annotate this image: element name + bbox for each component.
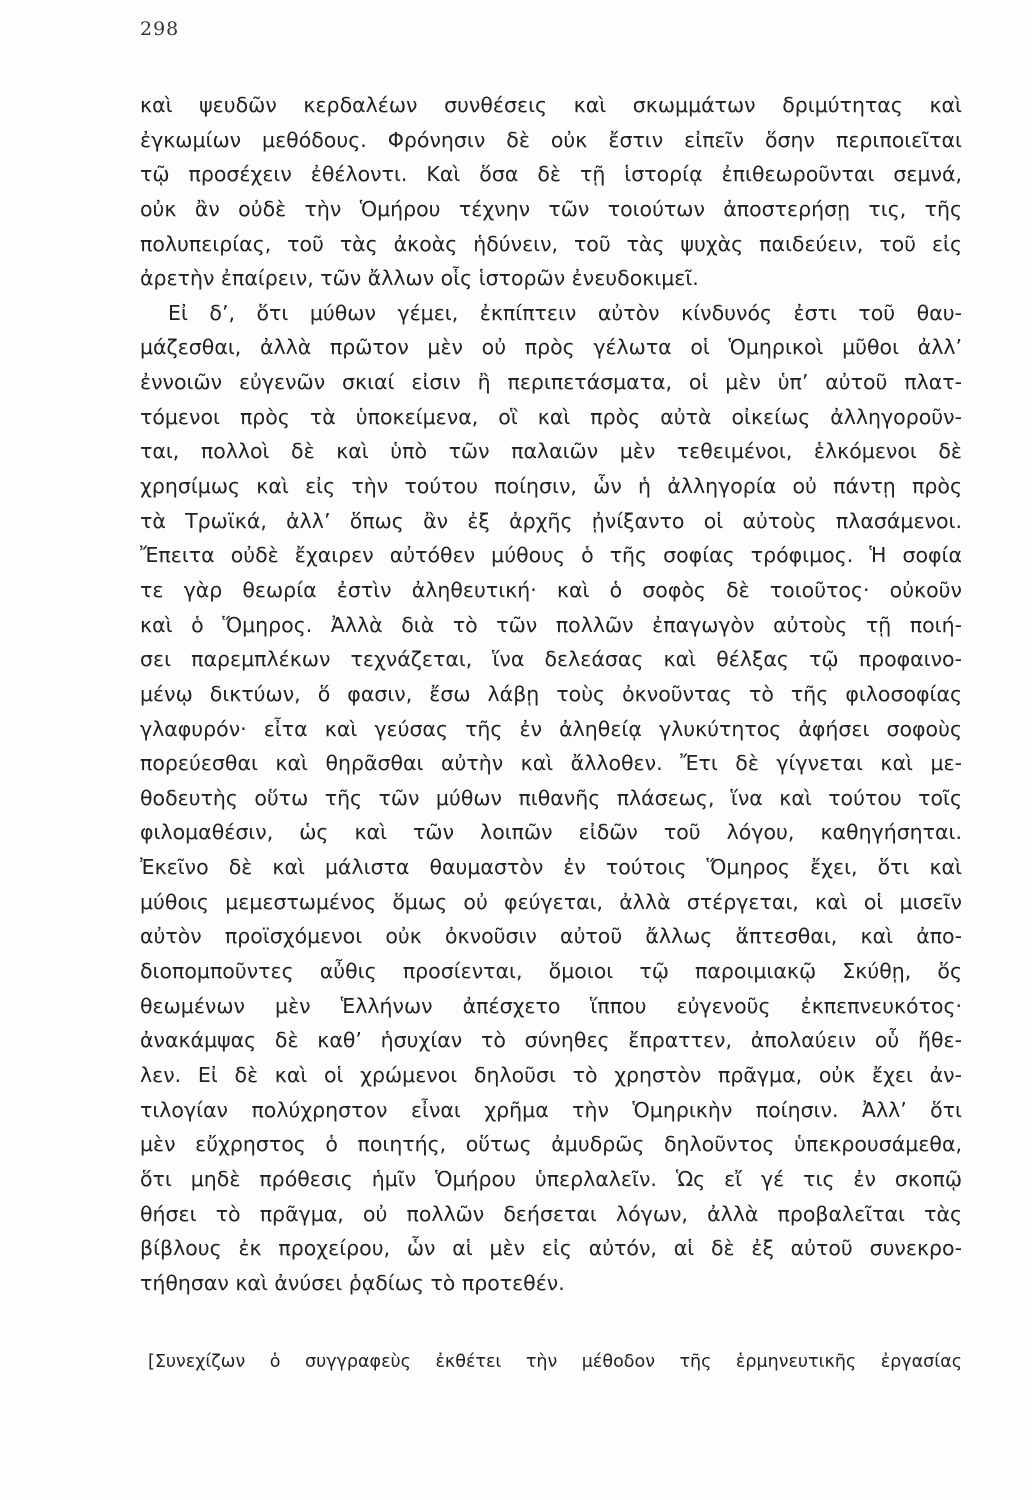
text-line-22: φιλομαθέσιν, ὡς καὶ τῶν λοιπῶν εἰδῶν τοῦ λόγου, καθηγήσηται. [140,820,962,845]
text-line-26: διοπομποῦντες αὖθις προσίενται, ὅμοιοι τῷ παροιμιακῷ Σκύθῃ, ὅς [140,959,962,984]
text-line-21: θοδευτὴς οὕτω τῆς τῶν μύθων πιθανῆς πλάσεως, ἵνα καὶ τούτου τοῖς [140,785,962,810]
text-line-27: θεωμένων μὲν Ἑλλήνων ἀπέσχετο ἵππου εὐγενοῦς ἐκπεπνευκότος· [140,993,962,1018]
text-line-25: αὐτὸν προϊσχόμενοι οὐκ ὀκνοῦσιν αὐτοῦ ἄλλως ἅπτεσθαι, καὶ ἀπο- [140,924,962,949]
page-number: 298 [140,18,180,40]
text-line-1: καὶ ψευδῶν κερδαλέων συνθέσεις καὶ σκωμμάτων δριμύτητας καὶ [140,93,962,117]
text-line-28: ἀνακάμψας δὲ καθ’ ἡσυχίαν τὸ σύνηθες ἔπραττεν, ἀπολαύειν οὗ ἤθε- [140,1028,962,1053]
text-line-6: ἀρετὴν ἐπαίρειν, τῶν ἄλλων οἷς ἱστορῶν ἐνευδοκιμεῖ. [140,266,699,291]
text-line-17: σει παρεμπλέκων τεχνάζεται, ἵνα δελεάσας καὶ θέλξας τῷ προφαινο- [140,647,962,672]
text-line-35: τήθησαν καὶ ἀνύσει ῥᾳδίως τὸ προτεθέν. [140,1270,565,1295]
text-line-30: τιλογίαν πολύχρηστον εἶναι χρῆμα τὴν Ὁμηρικὴν ποίησιν. Ἀλλ’ ὅτι [140,1097,962,1122]
text-line-7: Εἰ δ’, ὅτι μύθων γέμει, ἐκπίπτειν αὐτὸν κίνδυνός ἐστι τοῦ θαυ- [168,300,962,325]
text-line-31: μὲν εὔχρηστος ὁ ποιητής, οὕτως ἀμυδρῶς δηλοῦντος ὑπεκρουσάμεθα, [140,1132,962,1157]
text-line-5: πολυπειρίας, τοῦ τὰς ἀκοὰς ἡδύνειν, τοῦ τὰς ψυχὰς παιδεύειν, τοῦ εἰς [140,231,962,256]
text-line-24: μύθοις μεμεστωμένος ὅμως οὐ φεύγεται, ἀλλὰ στέργεται, καὶ οἱ μισεῖν [140,889,962,914]
text-line-9: ἐννοιῶν εὐγενῶν σκιαί εἰσιν ἢ περιπετάσματα, οἱ μὲν ὑπ’ αὐτοῦ πλατ- [140,370,962,395]
text-line-19: γλαφυρόν· εἶτα καὶ γεύσας τῆς ἐν ἀληθείᾳ γλυκύτητος ἀφήσει σοφοὺς [140,716,962,741]
text-line-32: ὅτι μηδὲ πρόθεσις ἡμῖν Ὁμήρου ὑπερλαλεῖν. Ὡς εἴ γέ τις ἐν σκοπῷ [140,1166,962,1191]
text-line-23: Ἐκεῖνο δὲ καὶ μάλιστα θαυμαστὸν ἐν τούτοις Ὅμηρος ἔχει, ὅτι καὶ [140,855,962,880]
text-line-2: ἐγκωμίων μεθόδους. Φρόνησιν δὲ οὐκ ἔστιν εἰπεῖν ὅσην περιποιεῖται [140,127,962,152]
text-line-4: οὐκ ἂν οὐδὲ τὴν Ὁμήρου τέχνην τῶν τοιούτων ἀποστερήσῃ τις, τῆς [140,196,962,221]
text-line-16: καὶ ὁ Ὅμηρος. Ἀλλὰ διὰ τὸ τῶν πολλῶν ἐπαγωγὸν αὐτοὺς τῇ ποιή- [140,612,962,637]
text-line-18: μένῳ δικτύων, ὅ φασιν, ἔσω λάβῃ τοὺς ὀκνοῦντας τὸ τῆς φιλοσοφίας [140,681,962,706]
text-line-15: τε γὰρ θεωρία ἐστὶν ἀληθευτική· καὶ ὁ σοφὸς δὲ τοιοῦτος· οὐκοῦν [140,577,962,602]
text-line-8: μάζεσθαι, ἀλλὰ πρῶτον μὲν οὐ πρὸς γέλωτα οἱ Ὁμηρικοὶ μῦθοι ἀλλ’ [140,335,962,360]
text-line-20: πορεύεσθαι καὶ θηρᾶσθαι αὐτὴν καὶ ἄλλοθεν. Ἔτι δὲ γίγνεται καὶ με- [140,751,962,776]
text-line-12: χρησίμως καὶ εἰς τὴν τούτου ποίησιν, ὧν ἡ ἀλληγορία οὐ πάντῃ πρὸς [140,474,962,499]
main-text-block [140,88,962,1300]
text-line-34: βίβλους ἐκ προχείρου, ὧν αἱ μὲν εἰς αὐτόν, αἱ δὲ ἐξ αὐτοῦ συνεκρο- [140,1236,962,1261]
text-line-13: τὰ Τρωϊκά, ἀλλ’ ὅπως ἂν ἐξ ἀρχῆς ᾐνίξαντο οἱ αὐτοὺς πλασάμενοι. [140,508,962,533]
text-line-10: τόμενοι πρὸς τὰ ὑποκείμενα, οἳ καὶ πρὸς αὐτὰ οἰκείως ἀλληγοροῦν- [140,404,962,429]
text-line-3: τῷ προσέχειν ἐθέλοντι. Καὶ ὅσα δὲ τῇ ἱστορίᾳ ἐπιθεωροῦνται σεμνά, [140,162,962,187]
text-line-14: Ἔπειτα οὐδὲ ἔχαιρεν αὐτόθεν μύθους ὁ τῆς σοφίας τρόφιμος. Ἡ σοφία [140,543,962,568]
text-line-11: ται, πολλοὶ δὲ καὶ ὑπὸ τῶν παλαιῶν μὲν τεθειμένοι, ἑλκόμενοι δὲ [140,439,962,464]
editorial-note: [Συνεχίζων ὁ συγγραφεὺς ἐκθέτει τὴν μέθοδον τῆς ἑρμηνευτικῆς ἐργασίας [148,1352,962,1372]
text-line-33: θήσει τὸ πρᾶγμα, οὐ πολλῶν δεήσεται λόγων, ἀλλὰ προβαλεῖται τὰς [140,1201,962,1226]
text-line-29: λεν. Εἰ δὲ καὶ οἱ χρώμενοι δηλοῦσι τὸ χρηστὸν πρᾶγμα, οὐκ ἔχει ἀν- [140,1062,962,1087]
